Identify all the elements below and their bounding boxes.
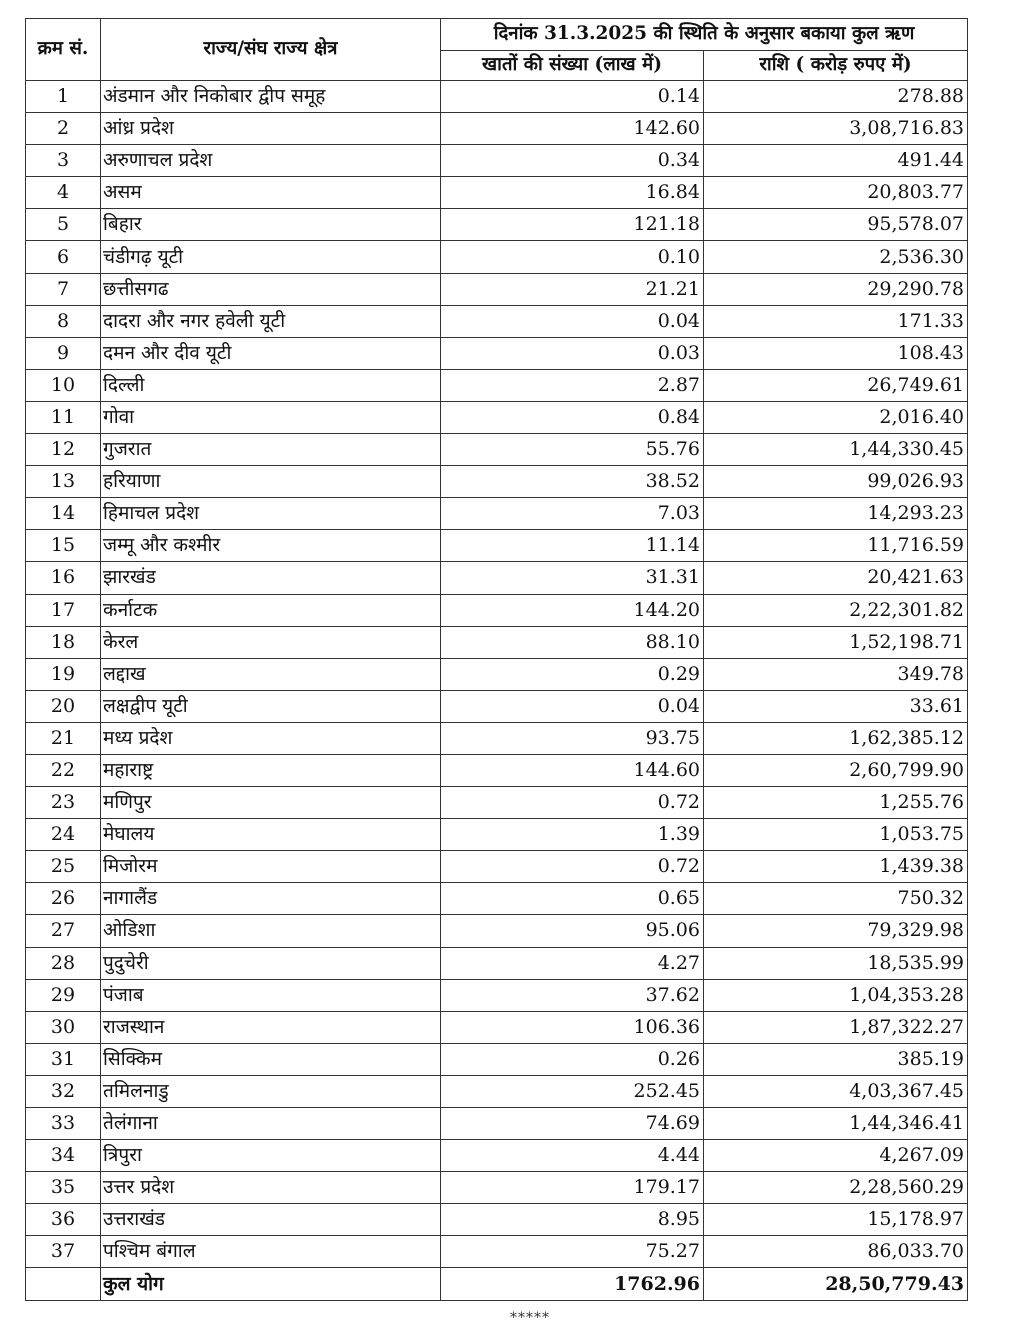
row-state-name: ओडिशा <box>101 915 441 947</box>
row-amount: 18,535.99 <box>704 947 968 979</box>
row-serial-number: 16 <box>26 562 101 594</box>
row-accounts: 38.52 <box>441 466 704 498</box>
table-row <box>26 209 968 241</box>
row-serial-number: 4 <box>26 177 101 209</box>
loan-outstanding-table <box>25 18 968 1301</box>
table-row <box>26 273 968 305</box>
total-accounts: 1762.96 <box>441 1268 704 1301</box>
row-accounts: 144.60 <box>441 754 704 786</box>
total-label: कुल योग <box>101 1268 441 1301</box>
row-state-name: तमिलनाडु <box>101 1075 441 1107</box>
row-state-name: असम <box>101 177 441 209</box>
row-accounts: 8.95 <box>441 1204 704 1236</box>
row-serial-number: 15 <box>26 530 101 562</box>
row-serial-number: 24 <box>26 819 101 851</box>
table-row <box>26 1236 968 1268</box>
row-amount: 1,053.75 <box>704 819 968 851</box>
row-serial-number: 29 <box>26 979 101 1011</box>
row-state-name: गुजरात <box>101 434 441 466</box>
row-serial-number: 25 <box>26 851 101 883</box>
row-accounts: 31.31 <box>441 562 704 594</box>
table-row <box>26 466 968 498</box>
row-amount: 1,439.38 <box>704 851 968 883</box>
row-serial-number: 31 <box>26 1043 101 1075</box>
row-amount: 3,08,716.83 <box>704 113 968 145</box>
table-row <box>26 177 968 209</box>
row-amount: 4,267.09 <box>704 1140 968 1172</box>
row-serial-number: 34 <box>26 1140 101 1172</box>
table-row <box>26 658 968 690</box>
table-row <box>26 979 968 1011</box>
row-accounts: 7.03 <box>441 498 704 530</box>
row-accounts: 252.45 <box>441 1075 704 1107</box>
row-serial-number: 6 <box>26 241 101 273</box>
row-accounts: 144.20 <box>441 594 704 626</box>
table-row <box>26 1011 968 1043</box>
row-serial-number: 27 <box>26 915 101 947</box>
row-accounts: 0.65 <box>441 883 704 915</box>
table-row <box>26 562 968 594</box>
table-row <box>26 1108 968 1140</box>
row-state-name: अरुणाचल प्रदेश <box>101 145 441 177</box>
row-amount: 15,178.97 <box>704 1204 968 1236</box>
row-accounts: 0.29 <box>441 658 704 690</box>
row-amount: 95,578.07 <box>704 209 968 241</box>
header-group-outstanding-loan: दिनांक 31.3.2025 की स्थिति के अनुसार बकाया कुल ऋण <box>441 19 968 51</box>
table-row <box>26 883 968 915</box>
table-row <box>26 947 968 979</box>
row-serial-number: 17 <box>26 594 101 626</box>
table-row <box>26 1043 968 1075</box>
row-state-name: गोवा <box>101 401 441 433</box>
row-serial-number: 1 <box>26 81 101 113</box>
row-serial-number: 2 <box>26 113 101 145</box>
header-state: राज्य/संघ राज्य क्षेत्र <box>101 19 441 81</box>
row-accounts: 0.14 <box>441 81 704 113</box>
row-serial-number: 32 <box>26 1075 101 1107</box>
row-state-name: चंडीगढ़ यूटी <box>101 241 441 273</box>
row-state-name: पुदुचेरी <box>101 947 441 979</box>
row-accounts: 55.76 <box>441 434 704 466</box>
row-amount: 1,44,330.45 <box>704 434 968 466</box>
row-amount: 11,716.59 <box>704 530 968 562</box>
row-accounts: 0.34 <box>441 145 704 177</box>
row-state-name: दमन और दीव यूटी <box>101 337 441 369</box>
row-accounts: 179.17 <box>441 1172 704 1204</box>
row-state-name: पश्चिम बंगाल <box>101 1236 441 1268</box>
row-state-name: त्रिपुरा <box>101 1140 441 1172</box>
row-serial-number: 23 <box>26 787 101 819</box>
table-row <box>26 81 968 113</box>
row-serial-number: 35 <box>26 1172 101 1204</box>
row-serial-number: 19 <box>26 658 101 690</box>
row-accounts: 0.03 <box>441 337 704 369</box>
row-amount: 14,293.23 <box>704 498 968 530</box>
row-accounts: 11.14 <box>441 530 704 562</box>
row-serial-number: 13 <box>26 466 101 498</box>
end-marker: ***** <box>510 1310 550 1326</box>
table-row <box>26 851 968 883</box>
row-serial-number: 18 <box>26 626 101 658</box>
table-row <box>26 305 968 337</box>
row-accounts: 0.72 <box>441 851 704 883</box>
row-accounts: 75.27 <box>441 1236 704 1268</box>
row-serial-number: 21 <box>26 722 101 754</box>
table-footer <box>26 1268 968 1301</box>
row-accounts: 16.84 <box>441 177 704 209</box>
row-accounts: 0.04 <box>441 690 704 722</box>
table-row <box>26 690 968 722</box>
row-accounts: 21.21 <box>441 273 704 305</box>
table-row <box>26 113 968 145</box>
row-amount: 2,016.40 <box>704 401 968 433</box>
row-serial-number: 33 <box>26 1108 101 1140</box>
row-serial-number: 9 <box>26 337 101 369</box>
row-accounts: 4.44 <box>441 1140 704 1172</box>
row-amount: 20,803.77 <box>704 177 968 209</box>
row-accounts: 88.10 <box>441 626 704 658</box>
row-amount: 278.88 <box>704 81 968 113</box>
row-accounts: 142.60 <box>441 113 704 145</box>
row-state-name: पंजाब <box>101 979 441 1011</box>
row-serial-number: 7 <box>26 273 101 305</box>
row-state-name: उत्तर प्रदेश <box>101 1172 441 1204</box>
header-accounts: खातों की संख्या (लाख में) <box>441 51 704 81</box>
row-state-name: मणिपुर <box>101 787 441 819</box>
header-serial-number: क्रम सं. <box>26 19 101 81</box>
row-serial-number: 3 <box>26 145 101 177</box>
row-amount: 108.43 <box>704 337 968 369</box>
row-accounts: 106.36 <box>441 1011 704 1043</box>
row-amount: 1,255.76 <box>704 787 968 819</box>
row-serial-number: 14 <box>26 498 101 530</box>
row-state-name: केरल <box>101 626 441 658</box>
row-state-name: हरियाणा <box>101 466 441 498</box>
row-amount: 79,329.98 <box>704 915 968 947</box>
table-row <box>26 401 968 433</box>
row-amount: 99,026.93 <box>704 466 968 498</box>
row-amount: 29,290.78 <box>704 273 968 305</box>
row-amount: 349.78 <box>704 658 968 690</box>
document-page <box>25 18 967 1301</box>
row-serial-number: 12 <box>26 434 101 466</box>
row-accounts: 74.69 <box>441 1108 704 1140</box>
row-state-name: आंध्र प्रदेश <box>101 113 441 145</box>
row-amount: 1,62,385.12 <box>704 722 968 754</box>
row-serial-number: 26 <box>26 883 101 915</box>
row-accounts: 37.62 <box>441 979 704 1011</box>
table-row <box>26 915 968 947</box>
row-amount: 491.44 <box>704 145 968 177</box>
table-row <box>26 787 968 819</box>
header-amount: राशि ( करोड़ रुपए में) <box>704 51 968 81</box>
row-state-name: अंडमान और निकोबार द्वीप समूह <box>101 81 441 113</box>
row-amount: 2,60,799.90 <box>704 754 968 786</box>
row-state-name: दिल्ली <box>101 369 441 401</box>
row-state-name: उत्तराखंड <box>101 1204 441 1236</box>
row-state-name: सिक्किम <box>101 1043 441 1075</box>
row-serial-number: 22 <box>26 754 101 786</box>
table-row <box>26 594 968 626</box>
row-state-name: कर्नाटक <box>101 594 441 626</box>
row-amount: 1,52,198.71 <box>704 626 968 658</box>
table-row <box>26 1172 968 1204</box>
row-amount: 33.61 <box>704 690 968 722</box>
row-serial-number: 8 <box>26 305 101 337</box>
row-amount: 26,749.61 <box>704 369 968 401</box>
row-amount: 750.32 <box>704 883 968 915</box>
table-row <box>26 722 968 754</box>
row-state-name: लक्षद्वीप यूटी <box>101 690 441 722</box>
total-empty-cell <box>26 1268 101 1301</box>
total-amount: 28,50,779.43 <box>704 1268 968 1301</box>
row-accounts: 0.04 <box>441 305 704 337</box>
table-row <box>26 1204 968 1236</box>
table-row <box>26 530 968 562</box>
row-serial-number: 20 <box>26 690 101 722</box>
table-row <box>26 819 968 851</box>
row-accounts: 0.26 <box>441 1043 704 1075</box>
row-serial-number: 10 <box>26 369 101 401</box>
row-state-name: तेलंगाना <box>101 1108 441 1140</box>
row-amount: 1,44,346.41 <box>704 1108 968 1140</box>
table-row <box>26 498 968 530</box>
row-state-name: महाराष्ट्र <box>101 754 441 786</box>
row-serial-number: 5 <box>26 209 101 241</box>
table-body <box>26 81 968 1268</box>
row-amount: 1,87,322.27 <box>704 1011 968 1043</box>
row-accounts: 0.10 <box>441 241 704 273</box>
row-amount: 4,03,367.45 <box>704 1075 968 1107</box>
row-accounts: 4.27 <box>441 947 704 979</box>
table-row <box>26 337 968 369</box>
row-state-name: लद्दाख <box>101 658 441 690</box>
row-accounts: 1.39 <box>441 819 704 851</box>
row-serial-number: 37 <box>26 1236 101 1268</box>
row-amount: 2,22,301.82 <box>704 594 968 626</box>
row-serial-number: 36 <box>26 1204 101 1236</box>
row-amount: 1,04,353.28 <box>704 979 968 1011</box>
row-state-name: मध्य प्रदेश <box>101 722 441 754</box>
row-serial-number: 28 <box>26 947 101 979</box>
row-state-name: हिमाचल प्रदेश <box>101 498 441 530</box>
total-row <box>26 1268 968 1301</box>
row-accounts: 93.75 <box>441 722 704 754</box>
table-row <box>26 1075 968 1107</box>
row-state-name: झारखंड <box>101 562 441 594</box>
table-row <box>26 754 968 786</box>
row-amount: 2,28,560.29 <box>704 1172 968 1204</box>
table-row <box>26 369 968 401</box>
table-header <box>26 19 968 81</box>
row-state-name: दादरा और नगर हवेली यूटी <box>101 305 441 337</box>
table-row <box>26 241 968 273</box>
table-row <box>26 434 968 466</box>
row-state-name: मेघालय <box>101 819 441 851</box>
row-state-name: राजस्थान <box>101 1011 441 1043</box>
row-serial-number: 11 <box>26 401 101 433</box>
table-row <box>26 1140 968 1172</box>
row-accounts: 121.18 <box>441 209 704 241</box>
row-accounts: 0.72 <box>441 787 704 819</box>
table-row <box>26 626 968 658</box>
row-accounts: 95.06 <box>441 915 704 947</box>
row-state-name: जम्मू और कश्मीर <box>101 530 441 562</box>
row-state-name: छत्तीसगढ <box>101 273 441 305</box>
row-state-name: बिहार <box>101 209 441 241</box>
row-amount: 20,421.63 <box>704 562 968 594</box>
row-accounts: 0.84 <box>441 401 704 433</box>
row-state-name: मिजोरम <box>101 851 441 883</box>
row-serial-number: 30 <box>26 1011 101 1043</box>
row-amount: 86,033.70 <box>704 1236 968 1268</box>
row-state-name: नागालैंड <box>101 883 441 915</box>
table-row <box>26 145 968 177</box>
row-amount: 2,536.30 <box>704 241 968 273</box>
row-amount: 171.33 <box>704 305 968 337</box>
row-accounts: 2.87 <box>441 369 704 401</box>
row-amount: 385.19 <box>704 1043 968 1075</box>
